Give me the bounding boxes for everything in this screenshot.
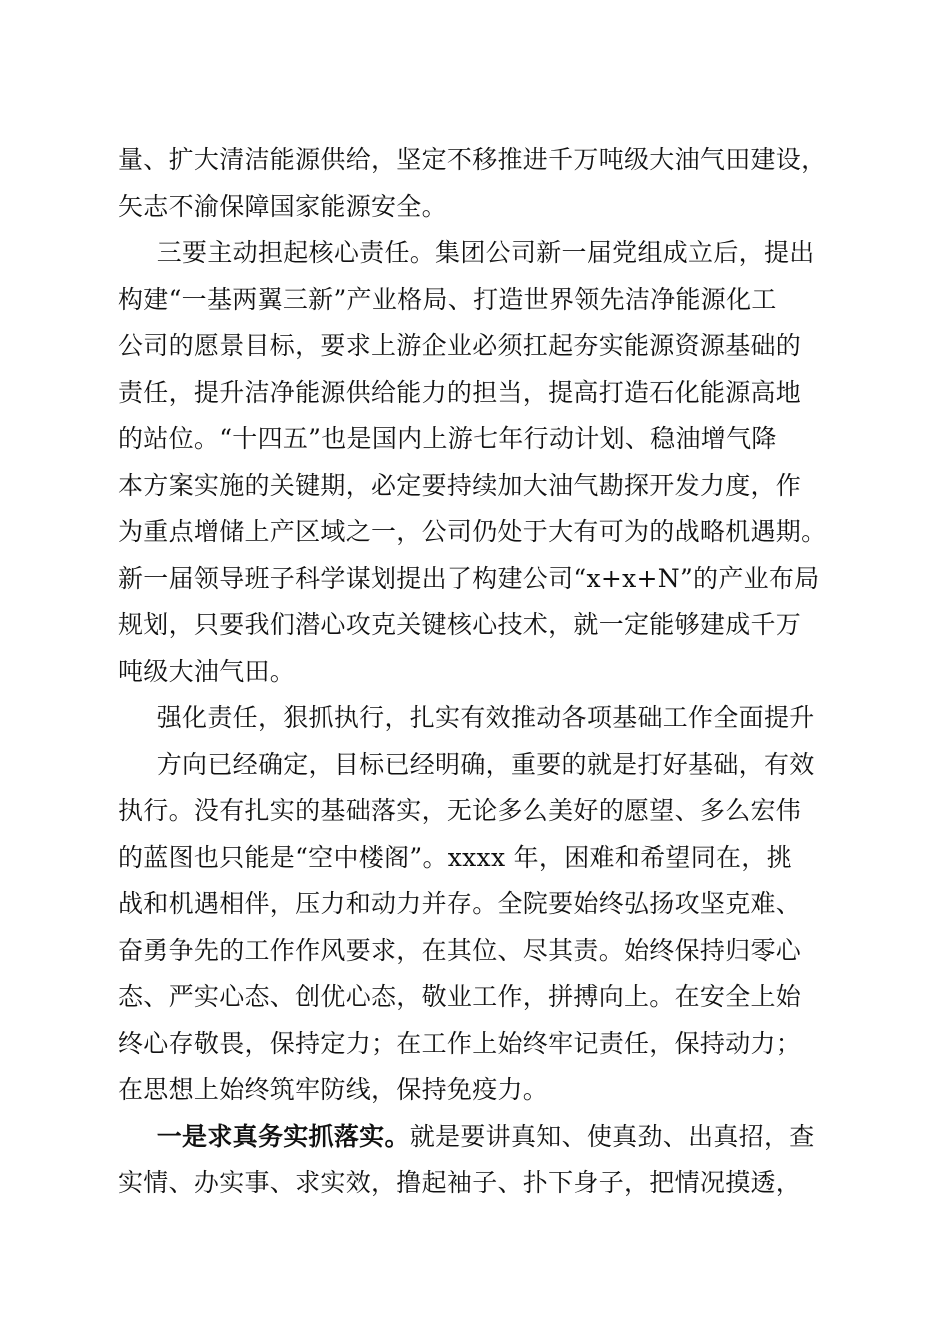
paragraph-continuation	[118, 137, 830, 230]
text-line: 量、扩大清洁能源供给，坚定不移推进千万吨级大油气田建设，	[118, 145, 827, 174]
text-line: 终心存敬畏，保持定力；在工作上始终牢记责任，保持动力；	[118, 1028, 802, 1058]
paragraph-core-responsibility	[118, 230, 830, 695]
text-line: 规划，只要我们潜心攻克关键核心技术，就一定能够建成千万	[118, 610, 802, 639]
text-line: 执行。没有扎实的基础落实，无论多么美好的愿望、多么宏伟	[118, 796, 802, 825]
text-line: 为重点增储上产区域之一，公司仍处于大有可为的战略机遇期。	[118, 517, 827, 546]
text-line: 三要主动担起核心责任。集团公司新一届党组成立后，提出	[156, 238, 815, 267]
section-heading	[118, 695, 830, 742]
text-line: 新一届领导班子科学谋划提出了构建公司“x+x+N”的产业布局	[118, 563, 820, 593]
text-line	[118, 1114, 830, 1161]
text-line: 的站位。“十四五”也是国内上游七年行动计划、稳油增气降	[118, 424, 777, 453]
text-line: 实情、办实事、求实效，撸起袖子、扑下身子，把情况摸透，	[118, 1168, 802, 1197]
text-line: 在思想上始终筑牢防线，保持免疫力。	[118, 1075, 549, 1104]
text-line: 公司的愿景目标，要求上游企业必须扛起夯实能源资源基础的	[118, 331, 802, 360]
section-heading-text: 强化责任，狠抓执行，扎实有效推动各项基础工作全面提升	[156, 703, 815, 732]
first-line-rest: 就是要讲真知、使真劲、出真招，查	[409, 1121, 815, 1151]
text-line: 态、严实心态、创优心态，敬业工作，拼搏向上。在安全上始	[118, 982, 802, 1011]
text-line: 吨级大油气田。	[118, 656, 296, 686]
text-line: 责任，提升洁净能源供给能力的担当，提高打造石化能源高地	[118, 377, 802, 407]
bold-lead: 一是求真务实抓落实。	[156, 1121, 410, 1151]
text-line: 奋勇争先的工作作风要求，在其位、尽其责。始终保持归零心	[118, 935, 802, 965]
paragraph-pragmatic	[118, 1114, 830, 1207]
text-line: 战和机遇相伴，压力和动力并存。全院要始终弘扬攻坚克难、	[118, 889, 802, 918]
paragraph-execution	[118, 742, 830, 1114]
document-body	[118, 137, 830, 1207]
text-line: 的蓝图也只能是“空中楼阁”。xxxx 年，困难和希望同在，挑	[118, 842, 792, 872]
text-line: 本方案实施的关键期，必定要持续加大油气勘探开发力度，作	[118, 470, 802, 500]
text-line: 构建“一基两翼三新”产业格局、打造世界领先洁净能源化工	[118, 284, 777, 314]
text-line: 方向已经确定，目标已经明确，重要的就是打好基础，有效	[156, 749, 815, 779]
text-line: 矢志不渝保障国家能源安全。	[118, 191, 447, 221]
